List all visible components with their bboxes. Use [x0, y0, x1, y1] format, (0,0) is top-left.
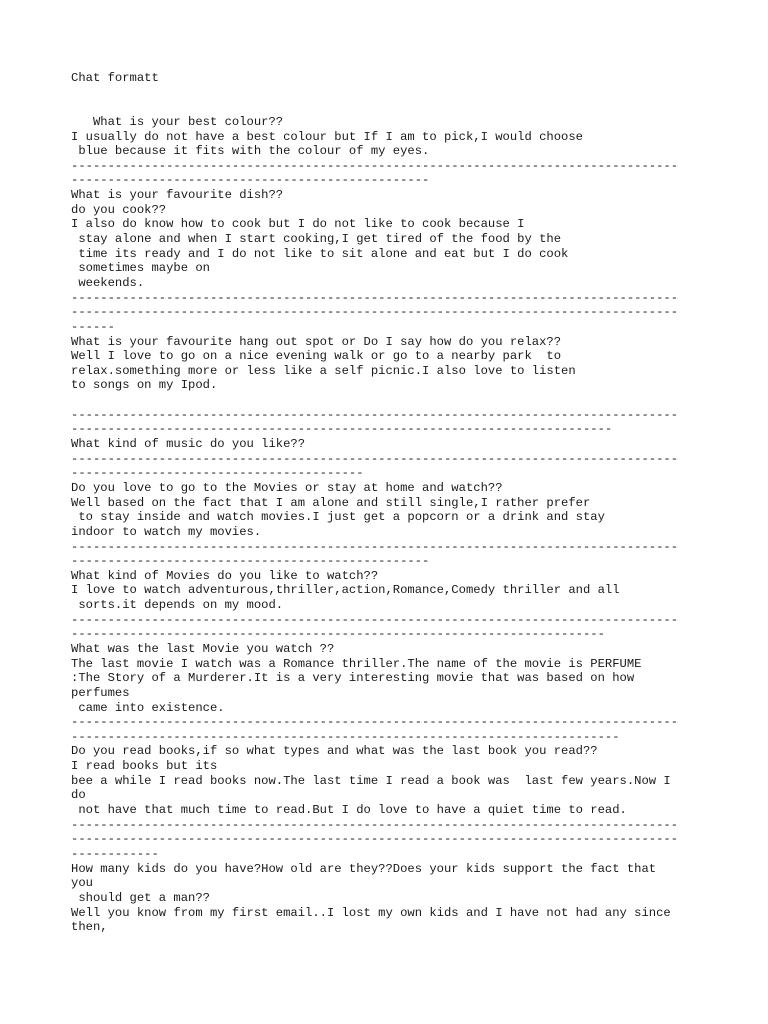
document-line: to stay inside and watch movies.I just get a popcorn or a drink and stay [71, 510, 605, 525]
document-line: The last movie I watch was a Romance thriller.The name of the movie is PERFUME [71, 656, 642, 671]
document-line: --------------------------------------------------------------------------- [71, 729, 620, 744]
document-line: perfumes [71, 685, 130, 700]
document-line: What is your favourite hang out spot or Do I say how do you relax?? [71, 334, 562, 349]
document-line: ------------------------------------------------------------------------- [71, 627, 605, 642]
document-line: I also do know how to cook but I do not like to cook because I [71, 217, 525, 232]
document-line: indoor to watch my movies. [71, 524, 262, 539]
document-line: do [71, 788, 86, 803]
document-line: Do you read books,if so what types and what was the last book you read?? [71, 744, 598, 759]
document-line: -------------------------------------------------------------------------- [71, 422, 613, 437]
document-line: What kind of music do you like?? [71, 437, 306, 452]
document-line: ------ [71, 319, 115, 334]
document-line: Well you know from my first email..I lost my own kids and I have not had any since [71, 905, 671, 920]
document-line: How many kids do you have?How old are they??Does your kids support the fact that [71, 861, 657, 876]
document-line: Do you love to go to the Movies or stay at home and watch?? [71, 480, 503, 495]
document-line: ----------------------------------------------------------------------------------- [71, 305, 679, 320]
document-body [71, 71, 711, 935]
document-line: relax.something more or less like a self picnic.I also love to listen [71, 363, 576, 378]
document-line [71, 393, 711, 408]
document-line: weekends. [71, 275, 145, 290]
document-line: :The Story of a Murderer.It is a very interesting movie that was based on how [71, 671, 635, 686]
document-line: ----------------------------------------------------------------------------------- [71, 539, 679, 554]
document-line: ----------------------------------------------------------------------------------- [71, 407, 679, 422]
document-line: I read books but its [71, 759, 218, 774]
document-line: then, [71, 920, 108, 935]
document-line: Well I love to go on a nice evening walk or go to a nearby park to [71, 349, 562, 364]
document-line: ------------------------------------------------- [71, 554, 430, 569]
document-line: sometimes maybe on [71, 261, 210, 276]
document-line: Well based on the fact that I am alone and still single,I rather prefer [71, 495, 591, 510]
document-line: What is your favourite dish?? [71, 188, 284, 203]
document-line: stay alone and when I start cooking,I get tired of the food by the [71, 232, 562, 247]
document-line: sorts.it depends on my mood. [71, 598, 284, 613]
document-line: What kind of Movies do you like to watch?? [71, 568, 379, 583]
document-line: What was the last Movie you watch ?? [71, 641, 335, 656]
document-line: What is your best colour?? [71, 114, 284, 129]
document-line: I love to watch adventurous,thriller,action,Romance,Comedy thriller and all [71, 583, 620, 598]
document-line: blue because it fits with the colour of my eyes. [71, 144, 430, 159]
document-line: not have that much time to read.But I do love to have a quiet time to read. [71, 803, 627, 818]
document-line: should get a man?? [71, 890, 210, 905]
document-line: ------------ [71, 846, 159, 861]
document-line: bee a while I read books now.The last time I read a book was last few years.Now I [71, 773, 671, 788]
document-line: to songs on my Ipod. [71, 378, 218, 393]
document-line: ----------------------------------------------------------------------------------- [71, 158, 679, 173]
document-line: ----------------------------------------------------------------------------------- [71, 817, 679, 832]
document-line: ----------------------------------------------------------------------------------- [71, 832, 679, 847]
document-line: ----------------------------------------------------------------------------------- [71, 612, 679, 627]
document-line: came into existence. [71, 700, 225, 715]
document-line: time its ready and I do not like to sit alone and eat but I do cook [71, 246, 569, 261]
document-line [71, 86, 711, 101]
document-line: ---------------------------------------- [71, 466, 364, 481]
document-line: ----------------------------------------------------------------------------------- [71, 451, 679, 466]
document-line: Chat formatt [71, 71, 159, 85]
document-line: do you cook?? [71, 202, 167, 217]
document-line: ------------------------------------------------- [71, 173, 430, 188]
document-line: I usually do not have a best colour but If I am to pick,I would choose [71, 129, 583, 144]
document-line: ----------------------------------------------------------------------------------- [71, 715, 679, 730]
document-line: ----------------------------------------------------------------------------------- [71, 290, 679, 305]
document-line [71, 100, 711, 115]
document-line: you [71, 876, 93, 891]
